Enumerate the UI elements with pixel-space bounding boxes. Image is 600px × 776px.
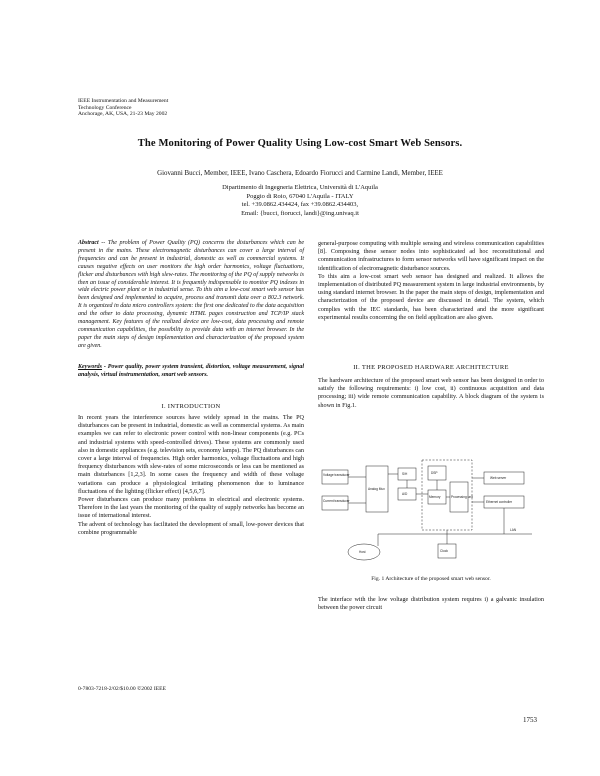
page-number: 1753 <box>523 716 537 724</box>
figure-caption: Fig. 1 Architecture of the proposed smart web sensor. <box>371 576 491 582</box>
author-list: Giovanni Bucci, Member, IEEE, Ivano Caschera, Edoardo Fiorucci and Carmine Landi, Member, IEEE <box>157 170 443 177</box>
architecture-block-diagram <box>318 456 544 574</box>
affiliation-line-3: tel. +39.0862.434424, fax +39.0862.434403, <box>241 201 359 209</box>
hardware-paragraph-1: The hardware architecture of the proposed smart web sensor has been designed in order to satisfy the following requirements: i) low cost, ii) continuous acquisition and data processing; iii) wide remote communication capability. A block diagram of the system is shown in Fig.1. <box>318 377 544 409</box>
abstract-text: -- The problem of Power Quality (PQ) concerns the disturbances which can be present in the mains. These electromagnetic disturbances can cover a large interval of frequencies and can be present in industrial, domestic as well as commercial systems. It causes negative effects on user monitors the high order harmonics, voltage fluctuations, flicker and disturbances with high slew-rates. The monitoring of the PQ of supply networks is then an issue of considerable interest. It is frequently indispensable to monitor PQ indexes in wide electric power plant or in industrial sense. To this aim a low-cost smart web sensor has been designed and implemented to acquire, process and transmit data over a 802.3 network. It is organized in data micro controllers system: the first one dedicated to the data acquisition and the other to data processing, dynamic HTML pages construction and TCP/IP stack management. Key features of the realized device are low-cost, data processing and remote communication capabilities, the possibility to provide data with an internet browser. In the paper the main steps of design implementation and characterization of the proposed system are given. <box>78 240 304 349</box>
abstract <box>78 240 304 351</box>
label-lan: LAN <box>510 528 517 532</box>
right-paragraph-1: general-purpose computing with multiple sensing and wireless communication capabilities [8]. Composing these sensor nodes into sophisticated ad hoc reconstitutional and communication infrastructures to form sensor networks will have significant impact on the identification of electromagnetic disturbance sources. <box>318 240 544 272</box>
label-ethernet: Ethernet controller <box>486 500 513 504</box>
conference-header <box>78 98 168 118</box>
abstract-label: Abstract <box>78 240 99 246</box>
hardware-paragraph-2: The interface with the low voltage distribution system requires i) a galvanic insulation between the power circuit <box>318 596 544 612</box>
label-mux: Analog Mux <box>368 487 385 491</box>
copyright-footer: 0-7803-7218-2/02/$10.00 ©2002 IEEE <box>78 686 166 692</box>
keywords <box>78 364 304 380</box>
introduction-body <box>78 414 304 537</box>
intro-paragraph-3: The advent of technology has facilitated the development of small, low-power devices that combine programmable <box>78 520 304 536</box>
label-sh: S/H <box>402 472 408 476</box>
affiliation-line-2: Poggio di Roio, 67040 L'Aquila - ITALY <box>246 192 354 200</box>
affiliation-line-1: Dipartimento di Ingegneria Elettrica, Università di L'Aquila <box>222 184 378 191</box>
label-dsp: DSP <box>431 471 438 475</box>
label-host: Host <box>359 550 366 554</box>
label-voltage: Voltage transducer <box>323 473 350 477</box>
paper-title: The Monitoring of Power Quality Using Low-cost Smart Web Sensors. <box>137 138 463 149</box>
label-memory: Memory <box>429 495 441 499</box>
label-current: Current transducer <box>323 499 350 503</box>
header-line-3: Anchorage, AK, USA, 21-23 May 2002 <box>78 111 168 118</box>
section-heading-introduction: I. INTRODUCTION <box>161 403 221 410</box>
keywords-label: Keywords <box>78 364 102 370</box>
intro-paragraph-2: Power disturbances can produce many problems in electrical and electronic systems. Therefore in the last years the monitoring of the quality of supply networks has become an issue of international interest. <box>78 496 304 520</box>
label-web-server: Web server <box>490 476 507 480</box>
right-paragraph-2: To this aim a low-cost smart web sensor has designed and realized. It allows the implementation of distributed PQ measurement system in large industrial environments, by using standard internet browser. In the paper the main steps of design, implementation and characterization of the proposed device are discussed in detail. The system, which complies with the IEC standards, has been characterized and the more significant experimental results concerning the on field application are also given. <box>318 272 544 321</box>
label-clock: Clock <box>440 549 448 553</box>
affiliation-line-4: Email: {bucci, fiorucci, landi}@ing.univaq.it <box>241 209 359 217</box>
section-heading-hardware: II. THE PROPOSED HARDWARE ARCHITECTURE <box>353 364 509 371</box>
intro-paragraph-1: In recent years the interference sources have widely spread in the mains. The PQ disturbances can be present in industrial, domestic as well as commercial systems. As main examples we can refer to electronic power control with non-linear components (e.g. PCs and industrial systems with speed-controlled drives). These systems are commonly used also in domestic appliances (e.g. television sets, economy lamps). The PQ disturbances can cover a large interval of frequencies. High order harmonics, voltage fluctuations and high frequency disturbances with slew-rates of some microseconds or less can be mentioned as main disturbances [1,2,3]. In some cases the frequency and width of these voltage variations can produce a physiological irritating phenomenon due to luminance fluctuations of the lighting (flicker effect) [4,5,6,7]. <box>78 414 304 495</box>
header-line-2: Technology Conference <box>78 104 132 111</box>
keywords-text: - Power quality, power system transient, distortion, voltage measurement, signal analysis, virtual instrumentation, smart web sensors. <box>78 364 304 378</box>
right-column-intro <box>318 240 544 322</box>
label-adc: A/D <box>402 492 408 496</box>
header-line-1: IEEE Instrumentation and Measurement <box>78 98 169 104</box>
affiliation-block <box>40 184 560 218</box>
label-processing: Processing unit <box>451 495 473 499</box>
